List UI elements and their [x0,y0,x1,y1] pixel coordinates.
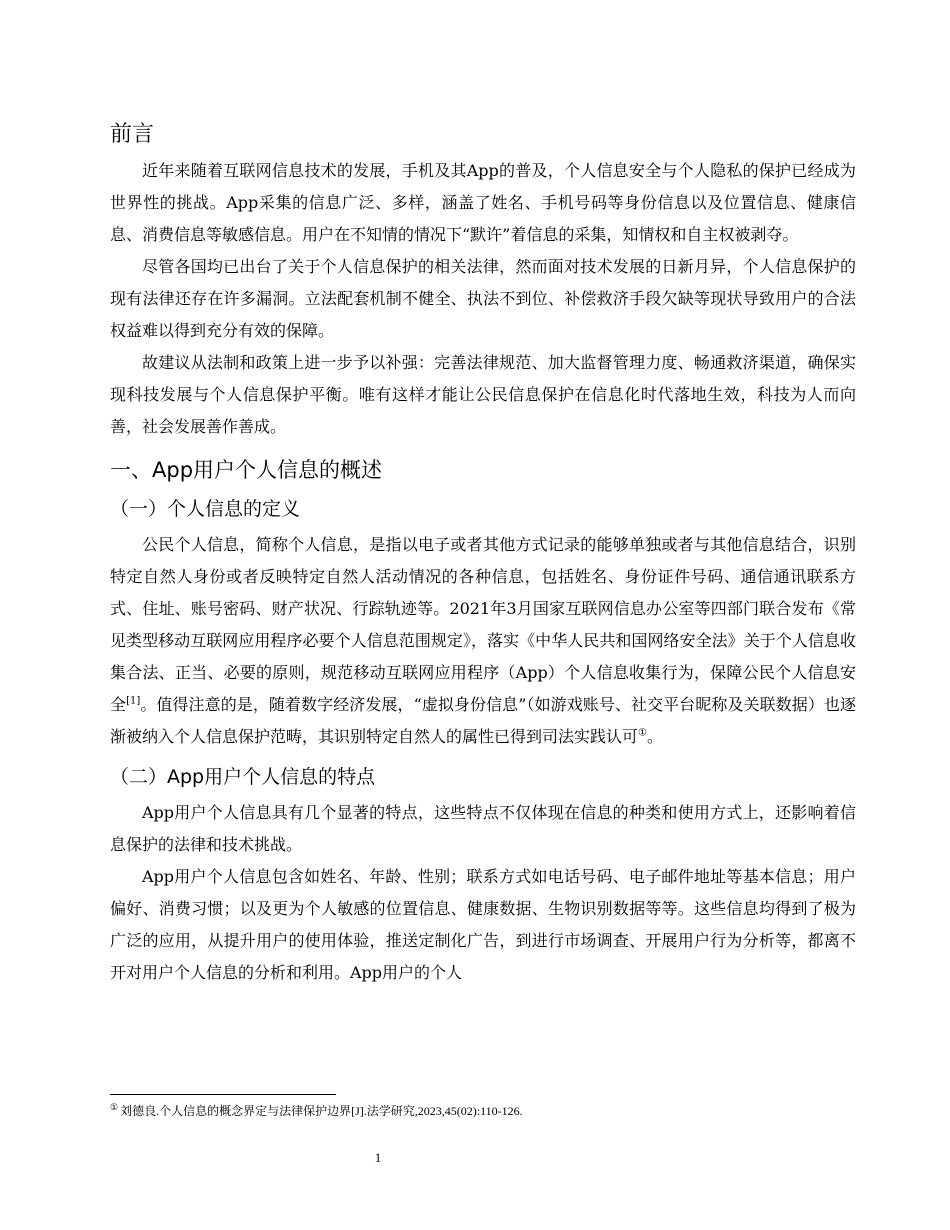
preface-paragraph-2: 尽管各国均已出台了关于个人信息保护的相关法律，然而面对技术发展的日新月异，个人信息保护的现有法律还存在许多漏洞。立法配套机制不健全、执法不到位、补偿救济手段欠缺等现状导致用户的合法权益难以得到充分有效的保障。 [110,257,856,340]
definition-text-part-3: 。 [646,727,663,746]
subsection-2-heading: （二）App用户个人信息的特点 [110,766,376,788]
subsection-1-heading: （一）个人信息的定义 [110,498,301,520]
preface-paragraph-1: 近年来随着互联网信息技术的发展，手机及其App的普及，个人信息安全与个人隐私的保护已经成为世界性的挑战。App采集的信息广泛、多样，涵盖了姓名、手机号码等身份信息以及位置信息、健康信息、消费信息等敏感信息。用户在不知情的情况下“默许”着信息的采集，知情权和自主权被剥夺。 [110,161,856,244]
features-paragraph-2: App用户个人信息包含如姓名、年龄、性别；联系方式如电话号码、电子邮件地址等基本信息；用户偏好、消费习惯；以及更为个人敏感的位置信息、健康数据、生物识别数据等等。这些信息均得到了极为广泛的应用，从提升用户的使用体验，推送定制化广告，到进行市场调查、开展用户行为分析等，都离不开对用户个人信息的分析和利用。App用户的个人 [110,867,856,982]
citation-ref-1[interactable]: [1] [126,695,141,707]
page-content [110,119,856,989]
footnote-ref-1[interactable]: ① [638,727,647,739]
features-paragraph-1: App用户个人信息具有几个显著的特点，这些特点不仅体现在信息的种类和使用方式上，还影响着信息保护的法律和技术挑战。 [110,803,856,854]
preface-heading: 前言 [110,122,155,147]
section-1-heading: 一、App用户个人信息的概述 [110,458,383,482]
footnote-text: 刘德良.个人信息的概念界定与法律保护边界[J].法学研究,2023,45(02):110-126. [120,1104,523,1118]
footnote [110,1102,856,1120]
footnote-mark: ① [110,1102,119,1112]
preface-paragraph-3: 故建议从法制和政策上进一步予以补强：完善法律规范、加大监督管理力度、畅通救济渠道，确保实现科技发展与个人信息保护平衡。唯有这样才能让公民信息保护在信息化时代落地生效，科技为人而向善，社会发展善作善成。 [110,353,856,436]
page-number: 1 [374,1150,382,1165]
definition-text-part-1: 公民个人信息，简称个人信息，是指以电子或者其他方式记录的能够单独或者与其他信息结合，识别特定自然人身份或者反映特定自然人活动情况的各种信息，包括姓名、身份证件号码、通信通讯联系方式、住址、账号密码、财产状况、行踪轨迹等。2021年3月国家互联网信息办公室等四部门联合发布《常见类型移动互联网应用程序必要个人信息范围规定》，落实《中华人民共和国网络安全法》关于个人信息收集合法、正当、必要的原则，规范移动互联网应用程序（App）个人信息收集行为，保障公民个人信息安全 [110,535,856,714]
definition-paragraph [110,529,856,753]
footnote-divider [110,1094,336,1095]
definition-text-part-2: 。值得注意的是，随着数字经济发展，“虚拟身份信息”（如游戏账号、社交平台昵称及关联数据）也逐渐被纳入个人信息保护范畴，其识别特定自然人的属性已得到司法实践认可 [110,695,856,746]
